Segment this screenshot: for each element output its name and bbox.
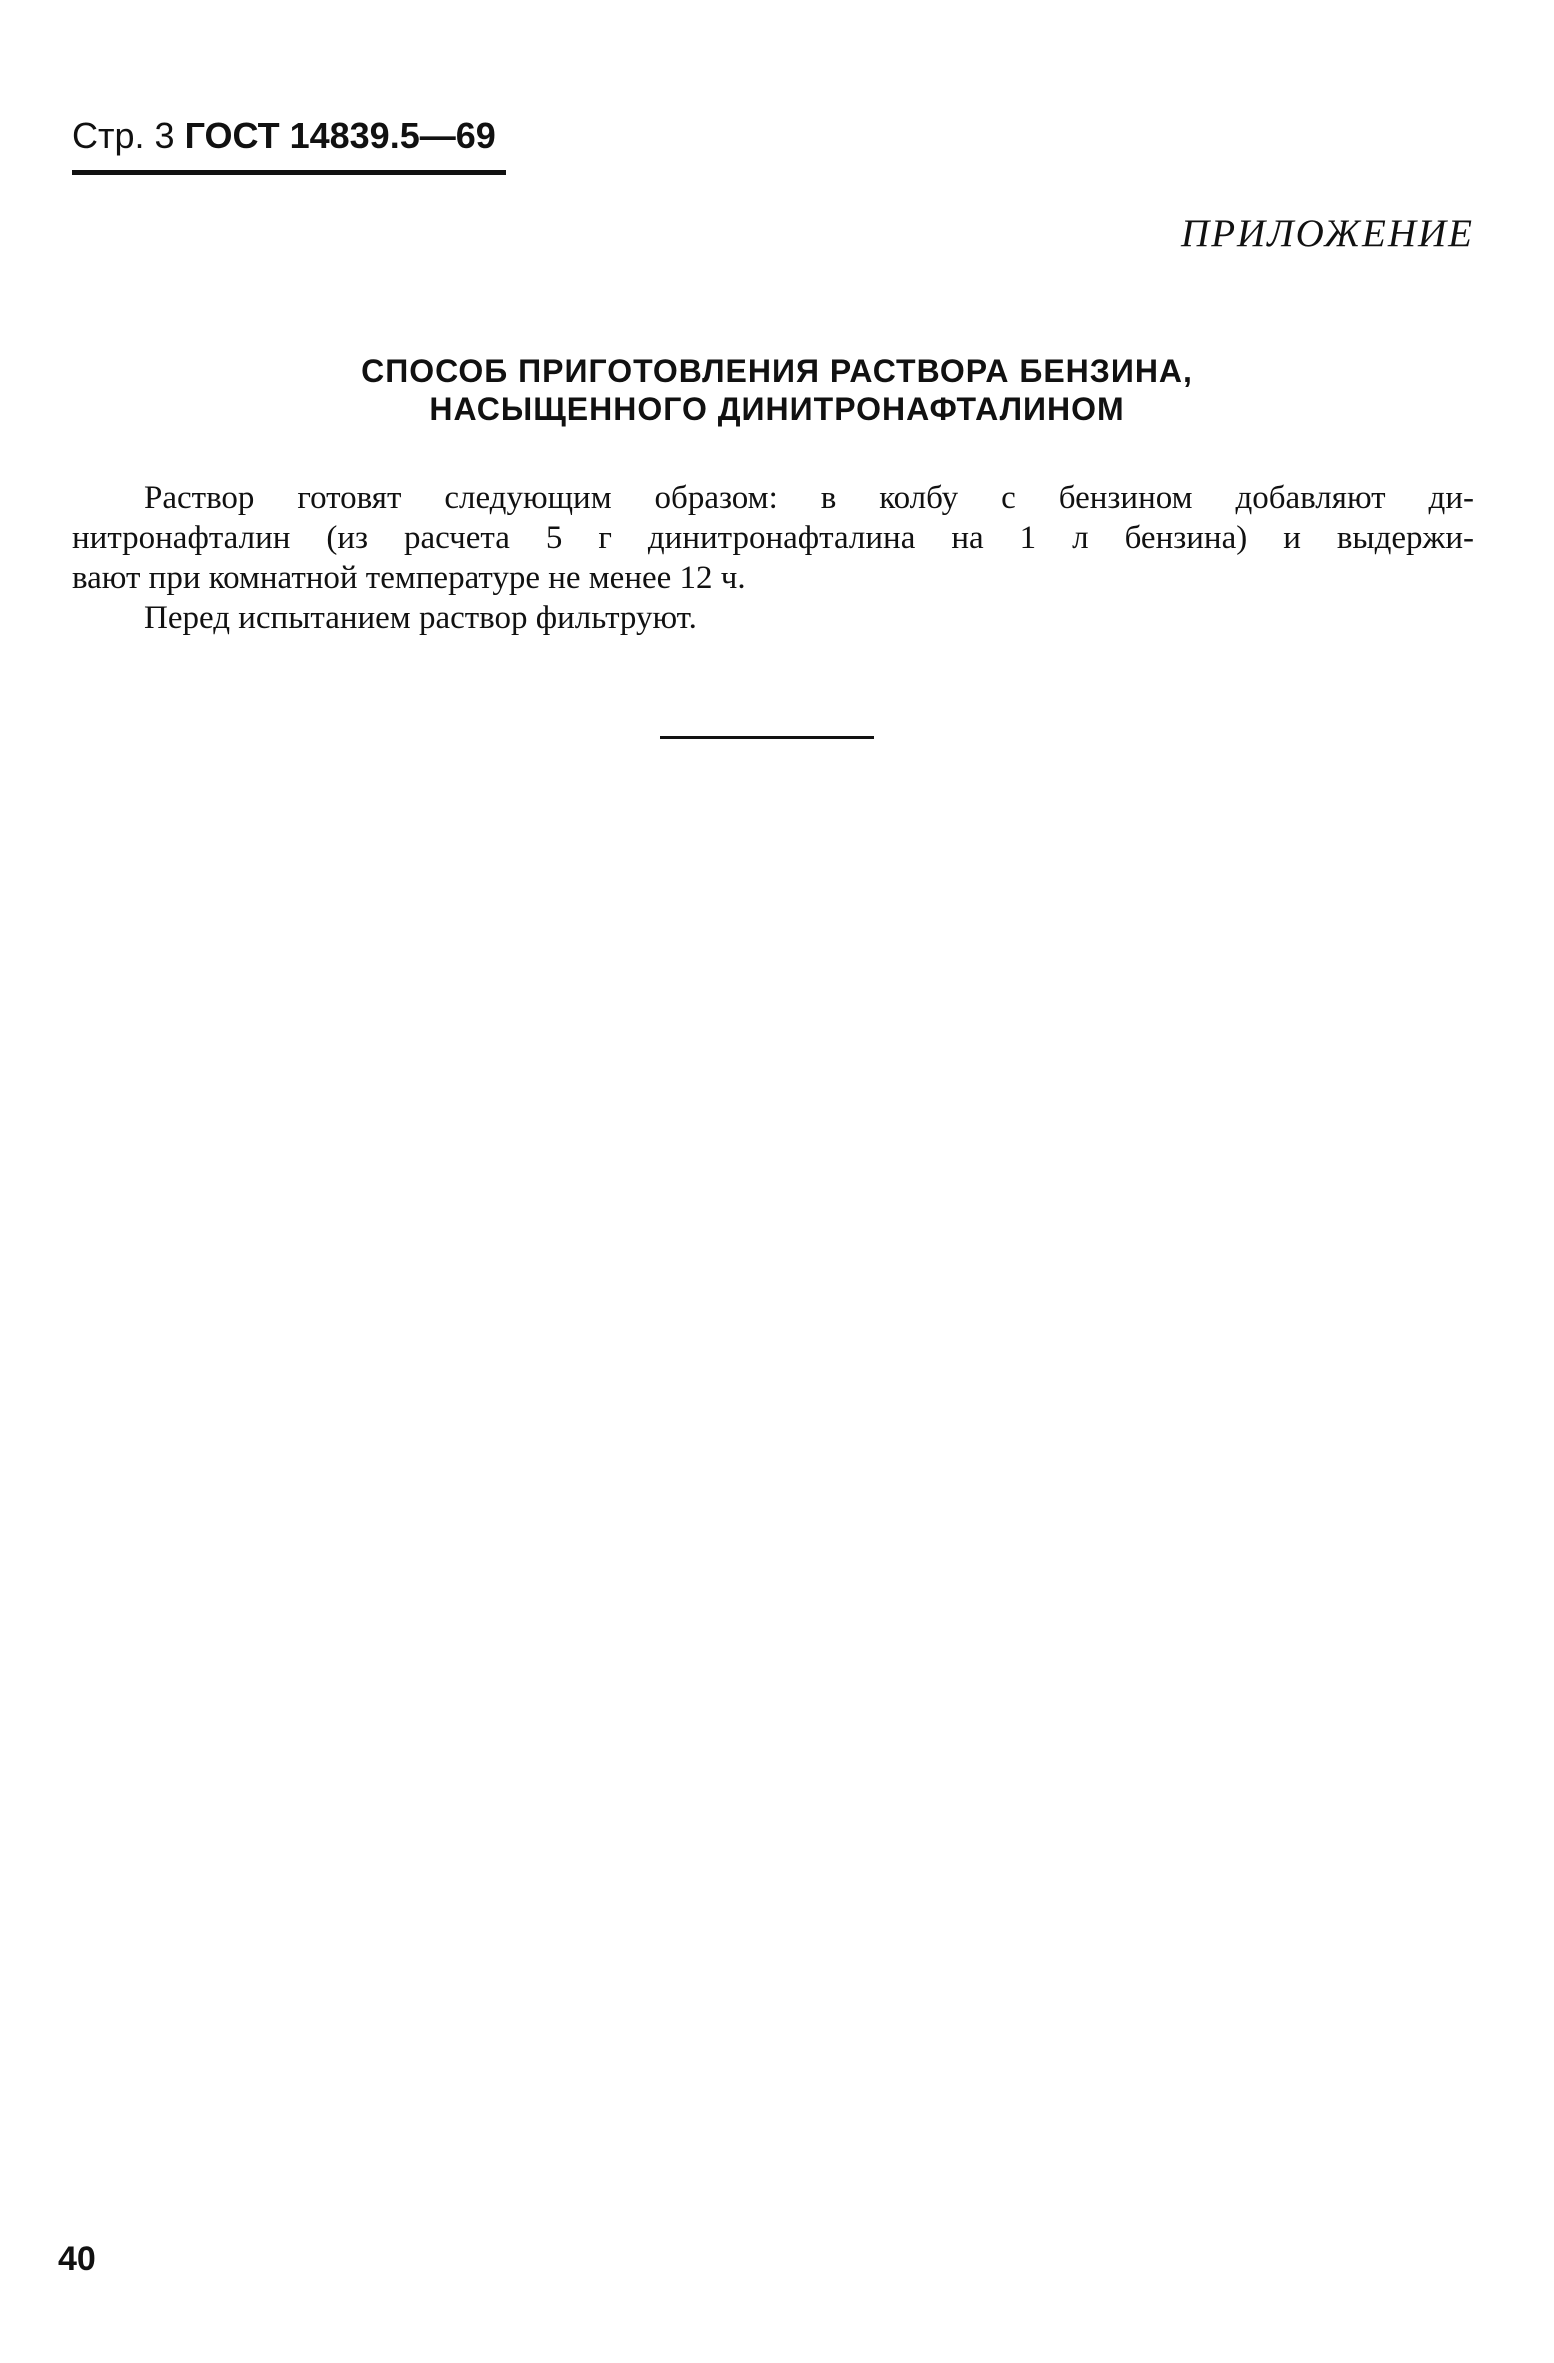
page-header	[72, 115, 496, 156]
section-title	[0, 352, 1554, 428]
paragraph-1-line-3: вают при комнатной температуре не менее 12 ч.	[72, 560, 746, 596]
body-text	[72, 478, 1474, 638]
appendix-label: ПРИЛОЖЕНИЕ	[1181, 212, 1474, 255]
paragraph-1-line-2: нитронафталин (из расчета 5 г динитронафталина на 1 л бензина) и выдержи-	[72, 520, 1474, 556]
header-rule	[72, 170, 506, 175]
page-number: 40	[58, 2240, 96, 2278]
paragraph-2: Перед испытанием раствор фильтруют.	[144, 600, 697, 636]
section-divider	[660, 736, 874, 739]
page-label: Стр. 3	[72, 115, 175, 156]
title-line-2: НАСЫЩЕННОГО ДИНИТРОНАФТАЛИНОМ	[429, 391, 1125, 427]
title-line-1: СПОСОБ ПРИГОТОВЛЕНИЯ РАСТВОРА БЕНЗИНА,	[361, 353, 1193, 389]
standard-number: ГОСТ 14839.5—69	[184, 115, 496, 156]
paragraph-1-line-1: Раствор готовят следующим образом: в колбу с бензином добавляют ди-	[144, 480, 1474, 516]
